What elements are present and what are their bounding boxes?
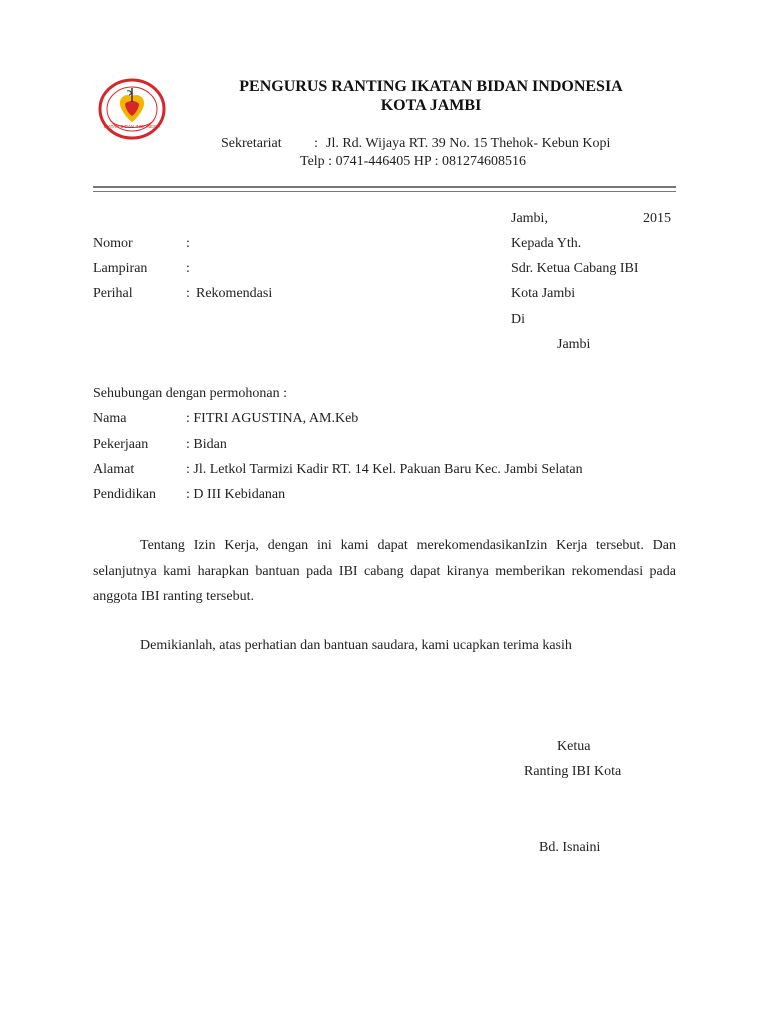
recipient-line2: Sdr. Ketua Cabang IBI — [511, 261, 639, 276]
meta-sep-lampiran: : — [186, 261, 190, 276]
meta-value-perihal: Rekomendasi — [196, 286, 273, 301]
meta-sep-perihal: : — [186, 286, 190, 301]
signature-name: Bd. Isnaini — [539, 840, 601, 855]
body-intro: Sehubungan dengan permohonan : — [93, 386, 288, 401]
letterhead-title-line2: KOTA JAMBI — [380, 97, 482, 114]
recipient-line5: Jambi — [557, 337, 591, 352]
detail-value-pendidikan: : D III Kebidanan — [186, 487, 286, 502]
address-label: Sekretariat — [221, 136, 282, 151]
detail-value-nama: : FITRI AGUSTINA, AM.Keb — [186, 411, 359, 426]
svg-text:IKATAN BIDAN INDONESIA: IKATAN BIDAN INDONESIA — [103, 124, 161, 129]
date-place: Jambi, — [511, 211, 548, 226]
address-value: Jl. Rd. Wijaya RT. 39 No. 15 Thehok- Kebun Kopi — [326, 136, 611, 151]
address-separator: : — [314, 136, 318, 151]
meta-label-lampiran: Lampiran — [93, 261, 148, 276]
signature-org: Ranting IBI Kota — [524, 764, 622, 779]
detail-label-pekerjaan: Pekerjaan — [93, 437, 149, 452]
signature-role: Ketua — [557, 739, 591, 754]
body-paragraph-2: Demikianlah, atas perhatian dan bantuan saudara, kami ucapkan terima kasih — [140, 638, 572, 653]
ibi-logo — [98, 78, 166, 140]
phone-line: Telp : 0741-446405 HP : 081274608516 — [300, 154, 526, 169]
recipient-line1: Kepada Yth. — [511, 236, 582, 251]
meta-label-perihal: Perihal — [93, 286, 133, 301]
recipient-line4: Di — [511, 312, 525, 327]
recipient-line3: Kota Jambi — [511, 286, 576, 301]
detail-label-alamat: Alamat — [93, 462, 135, 477]
body-paragraph-1: Tentang Izin Kerja, dengan ini kami dapat merekomendasikanIzin Kerja tersebut. Dan selanjutnya kami harapkan bantuan pada IBI cabang dapat kiranya memberikan rekomendasi pada anggota IBI ranting tersebut. — [93, 538, 676, 604]
detail-value-alamat: : Jl. Letkol Tarmizi Kadir RT. 14 Kel. Pakuan Baru Kec. Jambi Selatan — [186, 462, 583, 477]
header-rule-thick — [93, 186, 676, 188]
detail-label-nama: Nama — [93, 411, 127, 426]
header-rule-thin — [93, 191, 676, 192]
date-year: 2015 — [643, 211, 671, 226]
meta-sep-nomor: : — [186, 236, 190, 251]
detail-label-pendidikan: Pendidikan — [93, 487, 156, 502]
meta-label-nomor: Nomor — [93, 236, 133, 251]
detail-value-pekerjaan: : Bidan — [186, 437, 227, 452]
letterhead-title-line1: PENGURUS RANTING IKATAN BIDAN INDONESIA — [239, 78, 623, 95]
